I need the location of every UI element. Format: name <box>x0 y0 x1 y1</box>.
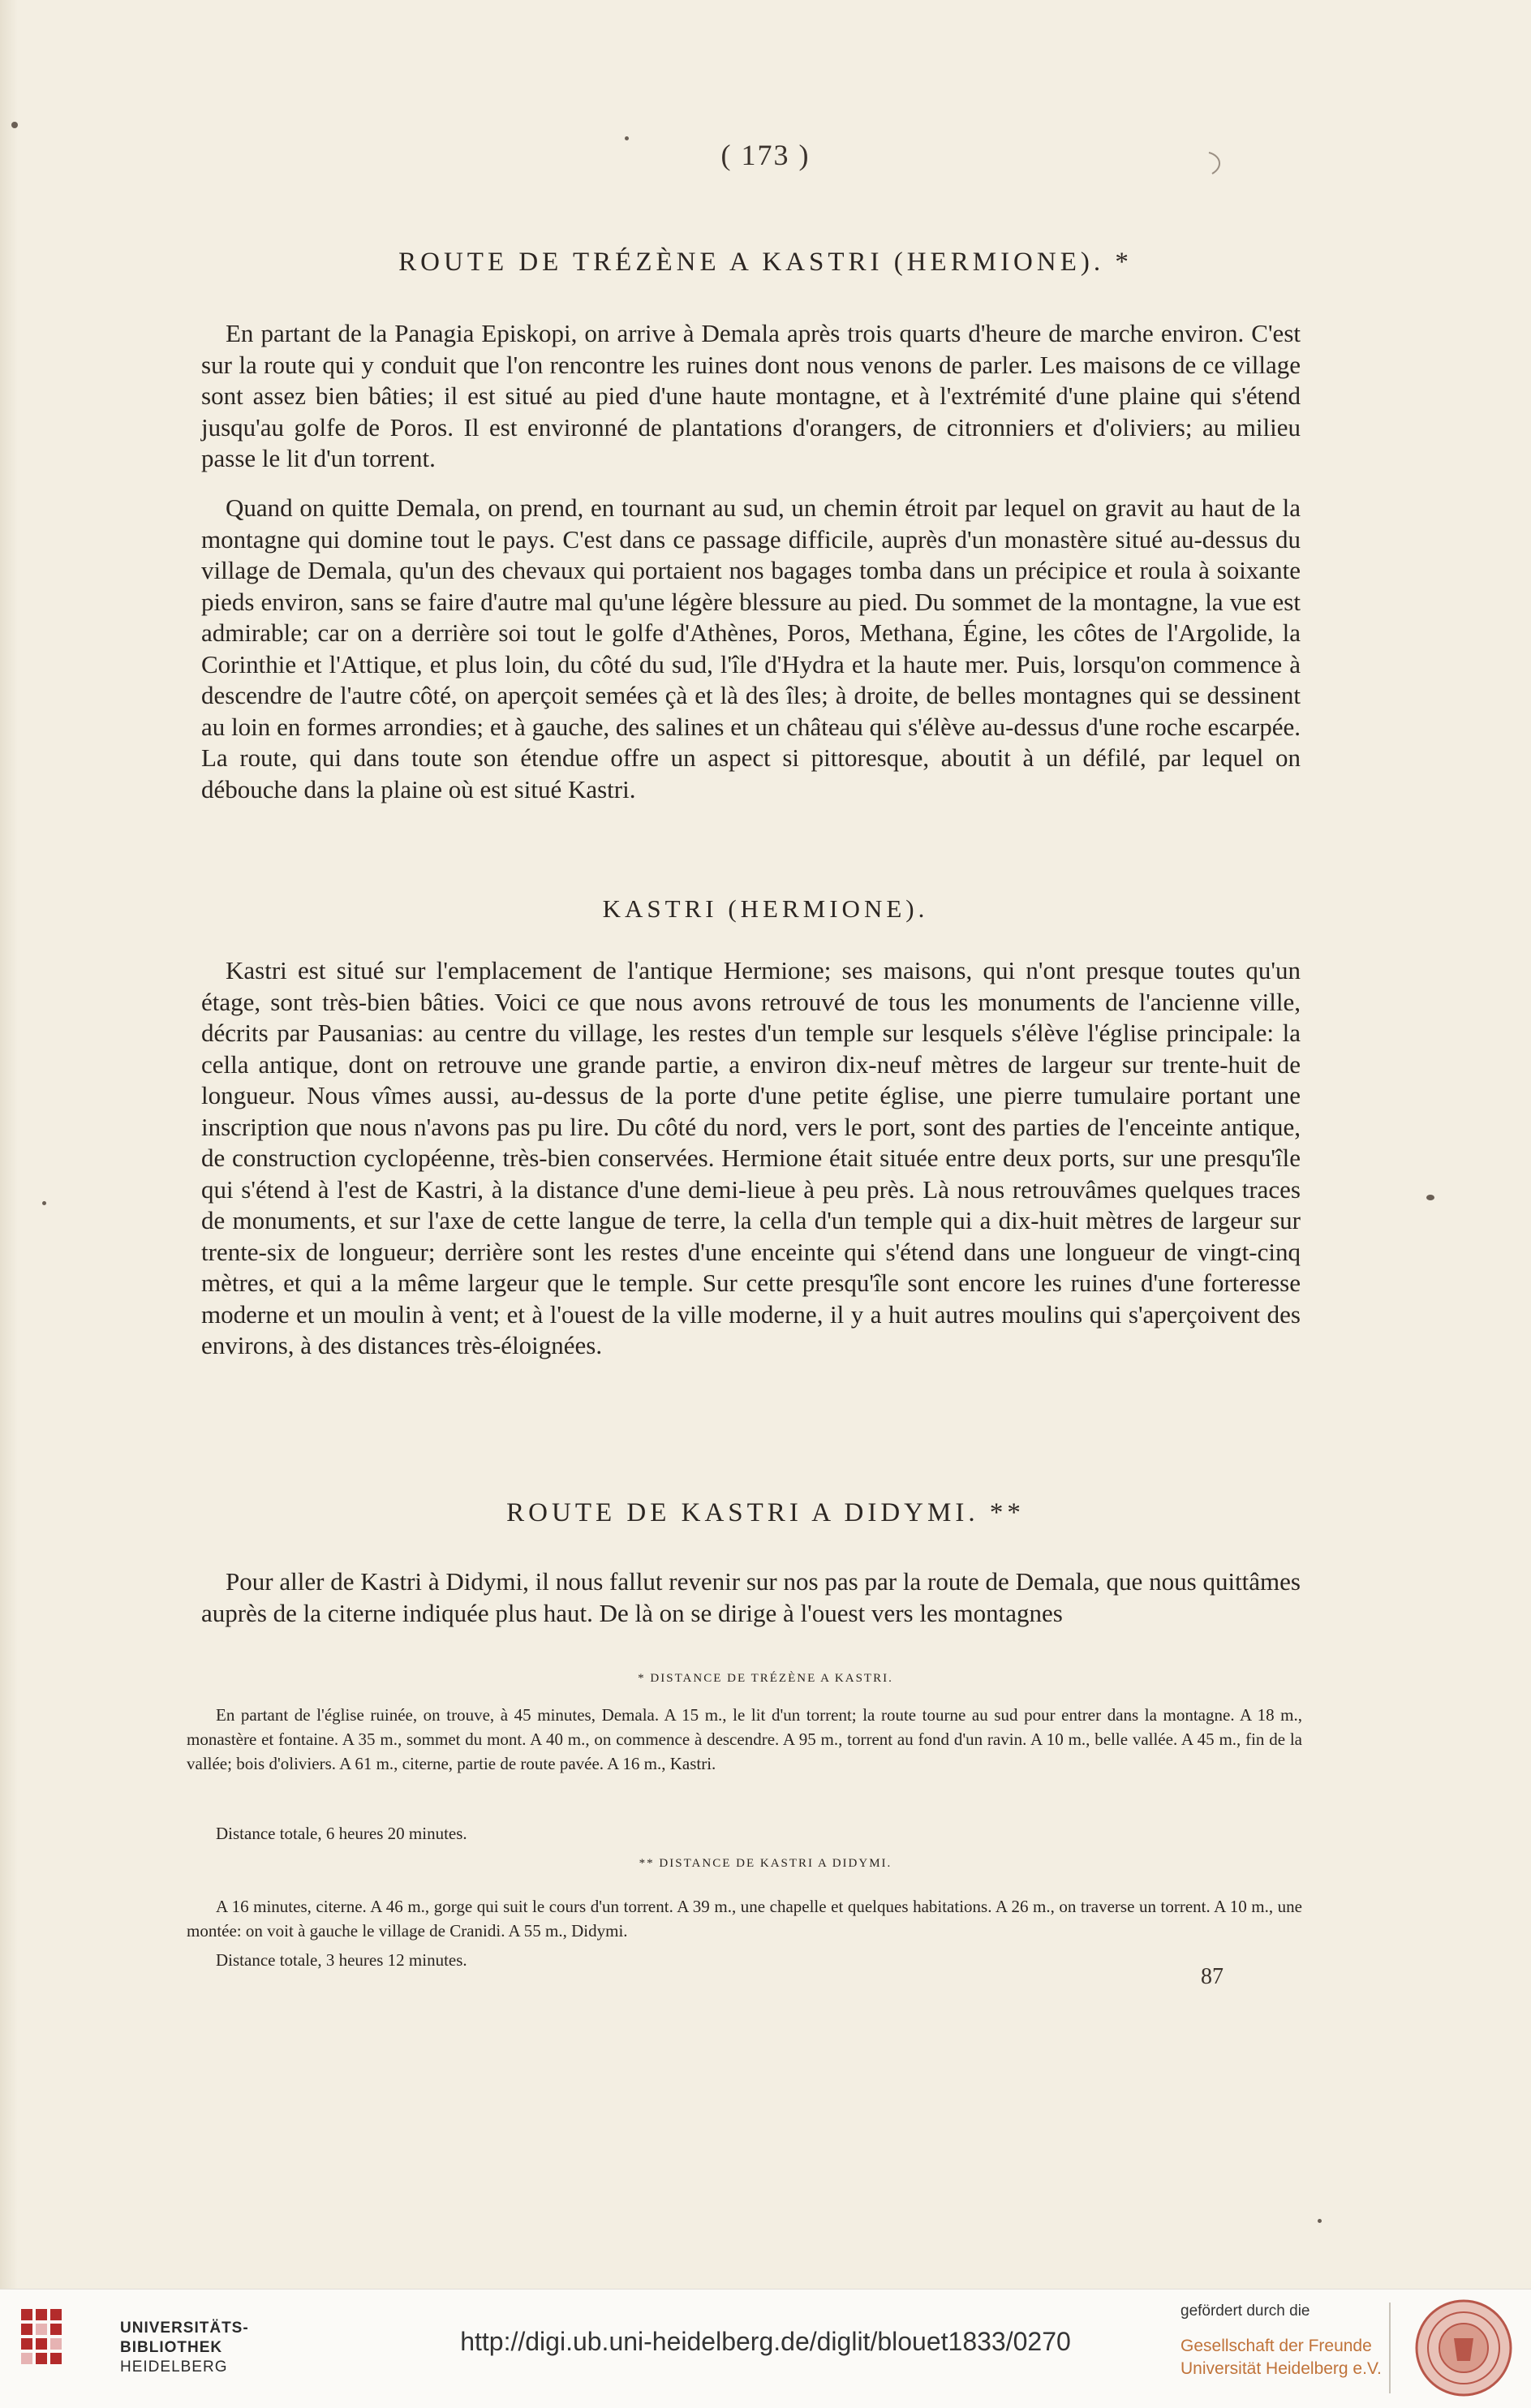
sponsor-name <box>1181 2335 1382 2380</box>
page-number: ( 173 ) <box>720 139 811 171</box>
section-title-kastri-didymi: ROUTE DE KASTRI A DIDYMI. ** <box>506 1498 1025 1527</box>
speck <box>42 1201 46 1205</box>
paragraph-3: Kastri est situé sur l'emplacement de l'antique Hermione; ses maisons, qui n'ont presque toutes qu'un étage, sont très-bien bâties. Voici ce que nous avons retrouvé de tous les monuments de l'ancienne ville, décrits par Pausanias: au centre du village, les restes d'un temple sur lesquels s'élève l'église principale: la cella antique, dont on retrouve une grande partie, a environ dix-neuf mètres de largeur sur trente-huit de longueur. Nous vîmes aussi, au-dessus de la porte d'une petite église, une pierre tumulaire portant une inscription que nous n'avons pas pu lire. Du côté du nord, vers le port, sont des parties de l'enceinte antique, de construction cyclopéenne, très-bien conservées. Hermione était située entre deux ports, sur une presqu'île qui s'étend à l'est de Kastri, à la distance d'une demi-lieue à peu près. Là nous retrouvâmes quelques traces de monuments, et sur l'axe de cette langue de terre, la cella d'un temple qui a dix-huit mètres de largeur sur trente-six de longueur; derrière sont les restes d'une enceinte qui s'étend dans une longueur de vingt-cinq mètres, et qui a la même largeur que le temple. Sur cette presqu'île sont encore les ruines d'une forteresse moderne et un moulin à vent; et à l'ouest de la ville moderne, il y a huit autres moulins qui s'aperçoivent des environs, à des distances très-éloignées. <box>201 956 1301 1359</box>
speck <box>1426 1195 1434 1200</box>
page-edge-shadow <box>0 0 18 2289</box>
footnote-2-body: A 16 minutes, citerne. A 46 m., gorge qui suit le cours d'un torrent. A 39 m., une chapelle et quelques habitations. A 26 m., on traverse un torrent. A 10 m., une montée: on voit à gauche le village de Cranidi. A 55 m., Didymi. <box>187 1897 1302 1941</box>
signature-mark: 87 <box>1201 1964 1224 1989</box>
footer-bar <box>0 2289 1531 2408</box>
section-title-kastri: KASTRI (HERMIONE). <box>602 894 929 923</box>
pencil-mark-icon <box>1176 146 1233 179</box>
paragraph-4: Pour aller de Kastri à Didymi, il nous fallut revenir sur nos pas par la route de Demala, que nous quittâmes auprès de la citerne indiquée plus haut. De là on se dirige à l'ouest vers les montagnes <box>201 1567 1301 1627</box>
footnote-1-total: Distance totale, 6 heures 20 minutes. <box>216 1824 467 1843</box>
sponsor-name-line: Universität Heidelberg e.V. <box>1181 2359 1382 2378</box>
speck <box>625 136 629 140</box>
paragraph-1: En partant de la Panagia Episkopi, on arrive à Demala après trois quarts d'heure de marche environ. C'est sur la route qui y conduit que l'on rencontre les ruines dont nous venons de parler. Les maisons de ce village sont assez bien bâties; il est situé au pied d'une haute montagne, et à l'extrémité d'une plaine qui s'étend jusqu'au golfe de Poros. Il est environné de plantations d'orangers, de citronniers et d'oliviers; au milieu passe le lit d'un torrent. <box>201 319 1301 472</box>
university-seal-icon <box>1413 2298 1514 2398</box>
speck <box>1318 2219 1322 2223</box>
library-name-line: HEIDELBERG <box>120 2358 228 2376</box>
footer-divider <box>1389 2302 1391 2393</box>
library-name-line: UNIVERSITÄTS- <box>120 2320 249 2337</box>
source-url-link[interactable]: http://digi.ub.uni-heidelberg.de/diglit/blouet1833/0270 <box>460 2327 1071 2356</box>
sponsor-caption: gefördert durch die <box>1181 2302 1310 2320</box>
footnote-1-body: En partant de l'église ruinée, on trouve, à 45 minutes, Demala. A 15 m., le lit d'un torrent; la route tourne au sud pour entrer dans la montagne. A 18 m., monastère et fontaine. A 35 m., sommet du mont. A 40 m., on commence à descendre. A 95 m., torrent au fond d'un ravin. A 10 m., belle vallée. A 45 m., fin de la vallée; bois d'oliviers. A 61 m., citerne, partie de route pavée. A 16 m., Kastri. <box>187 1705 1302 1773</box>
footnote-2-total: Distance totale, 3 heures 12 minutes. <box>216 1950 467 1970</box>
section-title-trezene-kastri: ROUTE DE TRÉZÈNE A KASTRI (HERMIONE). * <box>398 248 1133 277</box>
footnote-2-title: ** DISTANCE DE KASTRI A DIDYMI. <box>639 1857 892 1870</box>
footnote-1-title: * DISTANCE DE TRÉZÈNE A KASTRI. <box>638 1672 893 1685</box>
speck <box>11 122 18 128</box>
paragraph-2: Quand on quitte Demala, on prend, en tournant au sud, un chemin étroit par lequel on gravit au haut de la montagne qui domine tout le pays. C'est dans ce passage difficile, auprès d'un monastère situé au-dessus du village de Demala, qu'un des chevaux qui portaient nos bagages tomba dans un précipice et roula à soixante pieds environ, sans se faire d'autre mal qu'une légère blessure au pied. Du sommet de la montagne, la vue est admirable; car on a derrière soi tout le golfe d'Athènes, Poros, Methana, Égine, les côtes de l'Argolide, la Corinthie et l'Attique, et plus loin, du côté du sud, l'île d'Hydra et la haute mer. Puis, lorsqu'on commence à descendre de l'autre côté, on aperçoit semées çà et là des îles; à droite, de belles montagnes qui se dessinent au loin en formes arrondies; et à gauche, des salines et un château qui s'élève au-dessus d'une roche escarpée. La route, qui dans toute son étendue offre un aspect si pittoresque, aboutit à un défilé, par lequel on débouche dans la plaine où est situé Kastri. <box>201 493 1301 803</box>
library-name-line: BIBLIOTHEK <box>120 2339 223 2356</box>
sponsor-name-line: Gesellschaft der Freunde <box>1181 2337 1372 2355</box>
